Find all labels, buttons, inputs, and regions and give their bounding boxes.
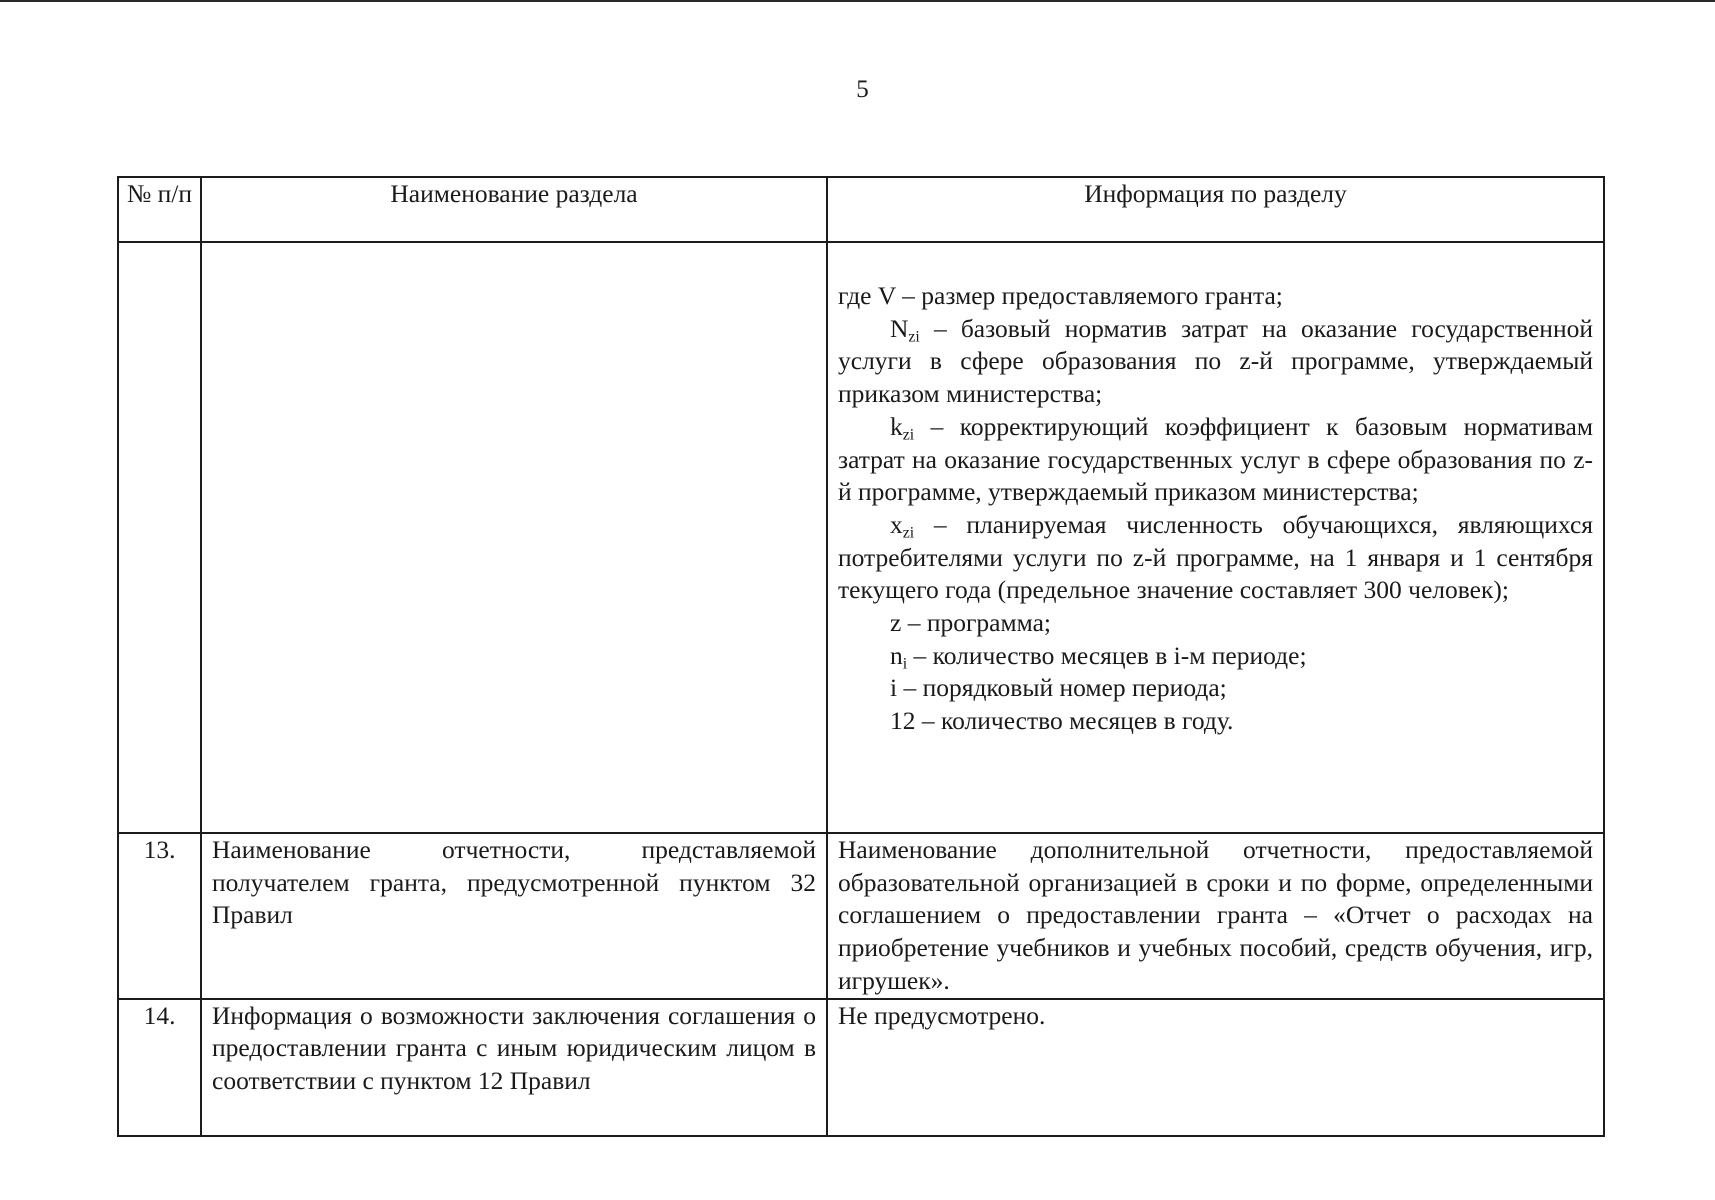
row-section-name: Информация о возможности заключения соглашения о предоставлении гранта с иным юридическим лицом в соответствии с пунктом 12 Правил	[201, 999, 827, 1136]
var-x-description: – планируемая численность обучающихся, являющихся потребителями услуги по z-й программе, на 1 января и 1 сентября текущего года (предельное значение составляет 300 человек);	[838, 509, 1593, 605]
table-row	[118, 242, 1604, 833]
var-x: x	[890, 509, 903, 539]
var-k-description: – корректирующий коэффициент к базовым нормативам затрат на оказание государственных услуг в сфере образования по z-й программе, утверждаемый приказом министерства;	[838, 411, 1593, 507]
row-section-name: Наименование отчетности, представляемой получателем гранта, предусмотренной пунктом 32 Правил	[201, 833, 827, 999]
var-n-subscript: zi	[908, 328, 920, 346]
formula-line-k	[838, 411, 1593, 509]
var-n: N	[890, 313, 909, 343]
header-section-name: Наименование раздела	[201, 177, 827, 242]
empty-number-cell	[118, 242, 201, 833]
table-header-row	[118, 177, 1604, 242]
scan-edge	[0, 0, 1715, 2]
formula-line-12: 12 – количество месяцев в году.	[890, 706, 1234, 736]
var-x-subscript: zi	[902, 524, 915, 542]
formula-line-n	[838, 313, 1593, 411]
row-section-info: Наименование дополнительной отчетности, предоставляемой образовательной организацией в сроки и по форме, определенными соглашением о предоставлении гранта – «Отчет о расходах на приобретение учебников и учебных пособий, средств обучения, игр, игрушек».	[827, 833, 1604, 999]
formula-line-ni	[838, 640, 1593, 673]
row-number: 13.	[118, 833, 201, 999]
empty-name-cell	[201, 242, 827, 833]
document-table	[117, 176, 1605, 1137]
formula-line-v: где V – размер предоставляемого гранта;	[838, 281, 1283, 310]
table-row	[118, 999, 1604, 1136]
row-section-info: Не предусмотрено.	[827, 999, 1604, 1136]
row-number: 14.	[118, 999, 201, 1136]
var-ni-subscript: i	[902, 655, 908, 673]
var-ni-description: – количество месяцев в i-м периоде;	[907, 640, 1307, 670]
formula-line-i: i – порядковый номер периода;	[890, 673, 1227, 703]
header-section-info: Информация по разделу	[827, 177, 1604, 242]
var-k-subscript: zi	[902, 426, 915, 444]
formula-line-z: z – программа;	[890, 608, 1051, 638]
var-n-description: – базовый норматив затрат на оказание государственной услуги в сфере образования по z-й программе, утверждаемый приказом министерства;	[838, 313, 1593, 409]
formula-line-x	[838, 509, 1593, 607]
page-number: 5	[856, 76, 869, 103]
header-number: № п/п	[118, 177, 201, 242]
var-ni: n	[890, 640, 903, 670]
var-k: k	[890, 411, 903, 441]
formula-explanation-cell	[827, 242, 1604, 833]
table-row	[118, 833, 1604, 999]
